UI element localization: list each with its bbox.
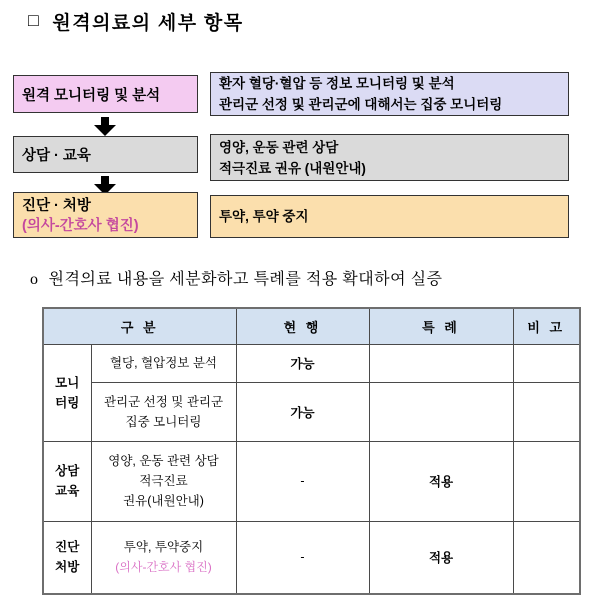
cell-desc xyxy=(91,382,236,441)
page-title-text: 원격의료의 세부 항목 xyxy=(52,13,244,34)
telemedicine-comparison-table xyxy=(42,307,581,595)
flow-step2-left-box xyxy=(13,136,198,173)
down-arrow-icon xyxy=(94,117,116,136)
header-current: 현 행 xyxy=(236,308,369,344)
cell-desc-line: 관리군 선정 및 관리군 xyxy=(103,394,224,409)
flow-step3-right-line1: 투약, 투약 중지 xyxy=(219,209,309,224)
row-group-label-line: 진단 xyxy=(55,540,80,555)
cell-current: 가능 xyxy=(236,382,369,441)
cell-desc-line: 혈당, 혈압정보 분석 xyxy=(109,356,218,370)
row-group-label-line: 모니 xyxy=(55,375,80,390)
cell-note xyxy=(513,382,580,441)
cell-current: 가능 xyxy=(236,344,369,382)
table-row xyxy=(43,344,580,382)
flow-step2-right-box xyxy=(210,134,569,181)
header-note: 비 고 xyxy=(513,308,580,344)
table-row xyxy=(43,521,580,594)
cell-desc-line: 권유(내원안내) xyxy=(123,494,204,508)
flow-step3-left-label: 진단 · 처방 xyxy=(22,198,91,214)
flow-step2-right-line1: 영양, 운동 관련 상담 xyxy=(219,139,339,155)
section-heading-text: 원격의료 내용을 세분화하고 특례를 적용 확대하여 실증 xyxy=(48,271,443,288)
flow-step2-right-line2: 적극진료 권유 (내원안내) xyxy=(219,160,366,176)
table-row xyxy=(43,382,580,441)
row-group-label-line: 교육 xyxy=(55,484,80,498)
row-group-label-counseling xyxy=(43,441,91,521)
flow-step1-right-box xyxy=(210,72,569,116)
cell-desc-line: 집중 모니터링 xyxy=(125,414,202,429)
table-header-row xyxy=(43,308,580,344)
cell-special: 적용 xyxy=(369,441,513,521)
cell-current: - xyxy=(236,521,369,594)
cell-note xyxy=(513,441,580,521)
row-group-label-line: 상담 xyxy=(55,464,80,478)
square-bullet-icon: □ xyxy=(28,10,41,30)
cell-desc-line: 영양, 운동 관련 상담 xyxy=(108,454,219,468)
flow-step1-right-line2: 관리군 선정 및 관리군에 대해서는 집중 모니터링 xyxy=(219,97,503,112)
cell-note xyxy=(513,344,580,382)
cell-note xyxy=(513,521,580,594)
header-category: 구 분 xyxy=(43,308,236,344)
row-group-label-line: 처방 xyxy=(55,560,80,575)
header-special: 특 례 xyxy=(369,308,513,344)
cell-desc xyxy=(91,441,236,521)
cell-current: - xyxy=(236,441,369,521)
flow-step1-left-box xyxy=(13,75,198,113)
flow-step1-right-line1: 환자 혈당·혈압 등 정보 모니터링 및 분석 xyxy=(219,76,455,91)
page-title xyxy=(28,8,244,35)
flow-step3-left-box xyxy=(13,192,198,238)
cell-desc-collab-line: (의사-간호사 협진) xyxy=(115,560,212,575)
row-group-label-diagnosis xyxy=(43,521,91,594)
table-row xyxy=(43,441,580,521)
flow-step1-left-label: 원격 모니터링 및 분석 xyxy=(22,87,161,104)
cell-desc-line: 투약, 투약중지 xyxy=(123,540,204,555)
cell-desc-line: 적극진료 xyxy=(139,474,188,488)
cell-desc xyxy=(91,521,236,594)
circle-bullet-icon: o xyxy=(30,271,39,288)
cell-desc xyxy=(91,344,236,382)
section-heading xyxy=(30,266,443,289)
row-group-label-monitoring xyxy=(43,344,91,441)
cell-special xyxy=(369,382,513,441)
cell-special xyxy=(369,344,513,382)
flow-step2-left-label: 상담 · 교육 xyxy=(22,148,91,164)
row-group-label-line: 터링 xyxy=(55,395,80,410)
flow-step3-right-box xyxy=(210,195,569,238)
flow-step3-left-sublabel: (의사-간호사 협진) xyxy=(22,218,139,234)
cell-special: 적용 xyxy=(369,521,513,594)
